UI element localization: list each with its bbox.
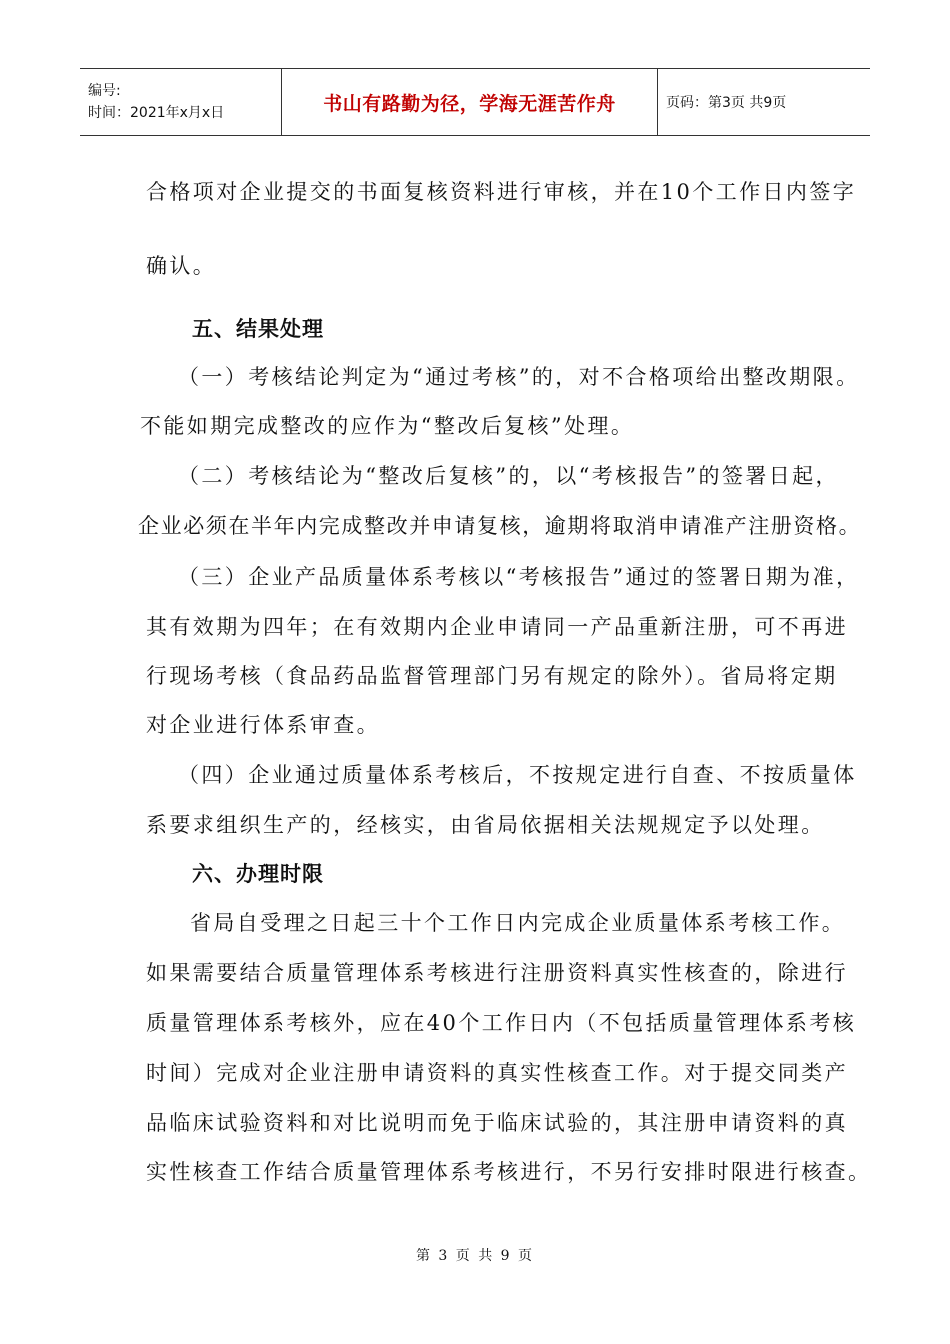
body-line: 其有效期为四年；在有效期内企业申请同一产品重新注册，可不再进 [146,615,848,639]
body-line: 品临床试验资料和对比说明而免于临床试验的，其注册申请资料的真 [146,1111,848,1135]
page-header [80,68,870,136]
body-line: 对企业进行体系审查。 [146,713,380,737]
page-footer: 第 3 页 共 9 页 [415,1248,535,1264]
body-line: 实性核查工作结合质量管理体系考核进行，不另行安排时限进行核查。 [146,1160,872,1184]
body-line: （四）企业通过质量体系考核后，不按规定进行自查、不按质量体 [178,763,857,787]
body-line: 系要求组织生产的，经核实，由省局依据相关法规规定予以处理。 [146,813,825,837]
body-line: （一）考核结论判定为“通过考核”的，对不合格项给出整改期限。 [178,365,860,389]
body-line: 如果需要结合质量管理体系考核进行注册资料真实性核查的，除进行 [146,961,848,985]
body-line: 企业必须在半年内完成整改并申请复核，逾期将取消申请准产注册资格。 [138,514,862,538]
header-meta [80,69,282,135]
body-line: 行现场考核（食品药品监督管理部门另有规定的除外）。省局将定期 [146,664,838,688]
header-page-info: 页码：第3页 共9页 [666,95,787,111]
body-line: 确认。 [146,254,217,278]
document-date: 时间：2021年x月x日 [88,105,225,121]
body-line: 合格项对企业提交的书面复核资料进行审核，并在10个工作日内签字 [146,180,857,204]
body-line: 省局自受理之日起三十个工作日内完成企业质量体系考核工作。 [190,911,846,935]
document-number-label: 编号: [88,83,121,99]
body-line: 不能如期完成整改的应作为“整改后复核”处理。 [140,414,635,438]
header-motto: 书山有路勤为径，学海无涯苦作舟 [282,69,658,135]
body-line: 时间）完成对企业注册申请资料的真实性核查工作。对于提交同类产 [146,1061,848,1085]
section-heading-time-limit: 六、办理时限 [192,862,324,886]
section-heading-results: 五、结果处理 [192,317,324,341]
body-line: （二）考核结论为“整改后复核”的，以“考核报告”的签署日起， [178,464,839,488]
body-line: 质量管理体系考核外，应在40个工作日内（不包括质量管理体系考核 [146,1011,857,1035]
body-line: （三）企业产品质量体系考核以“考核报告”通过的签署日期为准， [178,565,860,589]
